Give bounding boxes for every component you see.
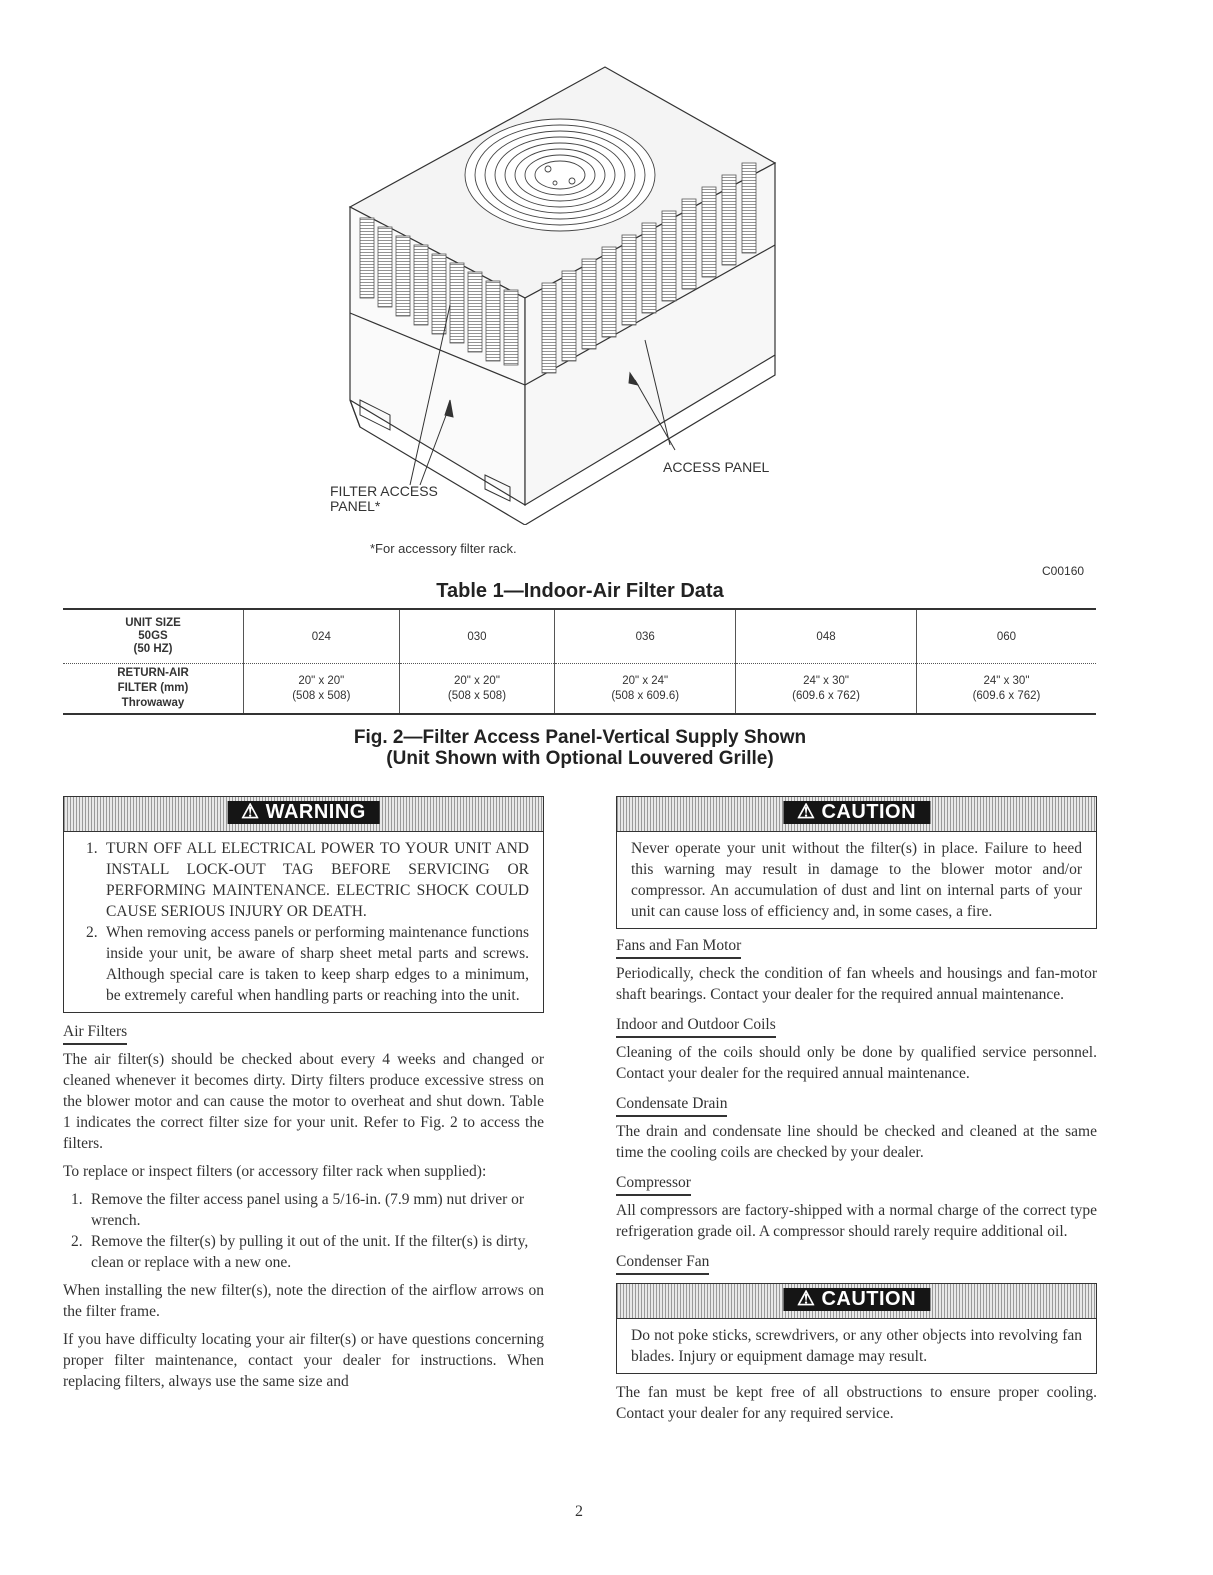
list-item: 1. TURN OFF ALL ELECTRICAL POWER TO YOUR UNIT AND INSTALL LOCK-OUT TAG BEFORE SERVICING OR PERFORMING MAINTENANCE. ELECTRIC SHOCK COULD CAUSE SERIOUS INJURY OR DEATH. [86, 840, 529, 920]
section-heading: Condensate Drain [616, 1093, 727, 1117]
callout-access-panel: ACCESS PANEL [663, 459, 770, 475]
paragraph: To replace or inspect filters (or accessory filter rack when supplied): [63, 1163, 487, 1180]
right-column [616, 796, 1097, 1431]
callout-filter-access-panel-line2: PANEL* [330, 498, 381, 514]
section-heading: Air Filters [63, 1021, 127, 1045]
list-item: 2. When removing access panels or performing maintenance functions inside your unit, be aware of sharp sheet metal parts and screws. Although special care is taken to keep sharp edges to a minimum, be extremely careful when handling parts or reaching into the unit. [86, 924, 529, 1004]
warning-box [63, 796, 544, 1013]
table-cell: 20" x 24" (508 x 609.6) [555, 664, 736, 715]
paragraph: The drain and condensate line should be checked and cleaned at the same time the cooling coils are checked by your dealer. [616, 1123, 1097, 1161]
table-cell: 20" x 20" (508 x 508) [244, 664, 400, 715]
caution-header [617, 1284, 1096, 1319]
figure-caption: Fig. 2—Filter Access Panel-Vertical Supply Shown (Unit Shown with Optional Louvered Grille) [353, 727, 807, 769]
list-item: 1. Remove the filter access panel using a 5/16-in. (7.9 mm) nut driver or wrench. [71, 1191, 525, 1229]
warning-label: WARNING [265, 801, 366, 823]
left-column [63, 796, 544, 1399]
caution-label: CAUTION [821, 801, 917, 823]
callout-filter-access-panel-line1: FILTER ACCESS [330, 483, 438, 499]
table-cell: 036 [555, 609, 736, 664]
warning-icon: ⚠ [241, 801, 266, 823]
table-cell: 24" x 30" (609.6 x 762) [916, 664, 1096, 715]
caution-box-fan [616, 1283, 1097, 1374]
table-row-header: RETURN-AIR FILTER (mm) Throwaway [117, 667, 189, 709]
caution-label: CAUTION [821, 1288, 917, 1310]
figure-footnote: *For accessory filter rack. [370, 541, 517, 556]
warning-icon: ⚠ [796, 1288, 822, 1310]
warning-icon: ⚠ [796, 801, 822, 823]
table-row [63, 664, 1096, 715]
figure-code: C00160 [1042, 564, 1085, 578]
table-row [63, 609, 1096, 664]
section-heading: Fans and Fan Motor [616, 935, 741, 959]
list-item: 2. Remove the filter(s) by pulling it out of the unit. If the filter(s) is dirty, clean or replace with a new one. [71, 1233, 529, 1271]
section-heading: Compressor [616, 1172, 691, 1196]
paragraph: When installing the new filter(s), note the direction of the airflow arrows on the filter frame. [63, 1282, 544, 1320]
table-cell: 060 [916, 609, 1096, 664]
caution-header [617, 797, 1096, 832]
paragraph: Cleaning of the coils should only be done by qualified service personnel. Contact your dealer for the required annual maintenance. [616, 1044, 1097, 1082]
table-cell: 20" x 20" (508 x 508) [399, 664, 555, 715]
warning-header [64, 797, 543, 832]
caution-text: Never operate your unit without the filter(s) in place. Failure to heed this warning may result in damage to the blower motor and/or compressor. An accumulation of dust and lint on internal parts of your unit can cause loss of efficiency and, in some cases, a fire. [631, 840, 1082, 920]
table-cell: 030 [399, 609, 555, 664]
filter-data-table [63, 608, 1096, 715]
page-number: 2 [575, 1503, 583, 1520]
caution-text: Do not poke sticks, screwdrivers, or any other objects into revolving fan blades. Injury or equipment damage may result. [631, 1327, 1082, 1365]
section-heading: Indoor and Outdoor Coils [616, 1014, 776, 1038]
paragraph: Periodically, check the condition of fan wheels and housings and fan-motor shaft bearings. Contact your dealer for the required annual maintenance. [616, 965, 1097, 1003]
table-title: Table 1—Indoor-Air Filter Data [436, 580, 724, 602]
paragraph: If you have difficulty locating your air filter(s) or have questions concerning proper filter maintenance, contact your dealer for instructions. When replacing filters, always use the same size and [63, 1331, 544, 1390]
paragraph: All compressors are factory-shipped with a normal charge of the correct type refrigeration grade oil. A compressor should rarely require additional oil. [616, 1202, 1097, 1240]
section-heading: Condenser Fan [616, 1251, 709, 1275]
table-row-header: UNIT SIZE 50GS (50 HZ) [63, 609, 244, 664]
table-cell: 024 [244, 609, 400, 664]
caution-box [616, 796, 1097, 929]
paragraph: The fan must be kept free of all obstructions to ensure proper cooling. Contact your dealer for any required service. [616, 1384, 1097, 1422]
paragraph: The air filter(s) should be checked about every 4 weeks and changed or cleaned whenever it becomes dirty. Dirty filters produce excessive stress on the blower motor and can cause the motor to overheat and shut down. Table 1 indicates the correct filter size for your unit. Refer to Fig. 2 to access the filters. [63, 1051, 544, 1152]
unit-illustration [320, 55, 800, 525]
table-cell: 048 [736, 609, 917, 664]
table-cell: 24" x 30" (609.6 x 762) [736, 664, 917, 715]
